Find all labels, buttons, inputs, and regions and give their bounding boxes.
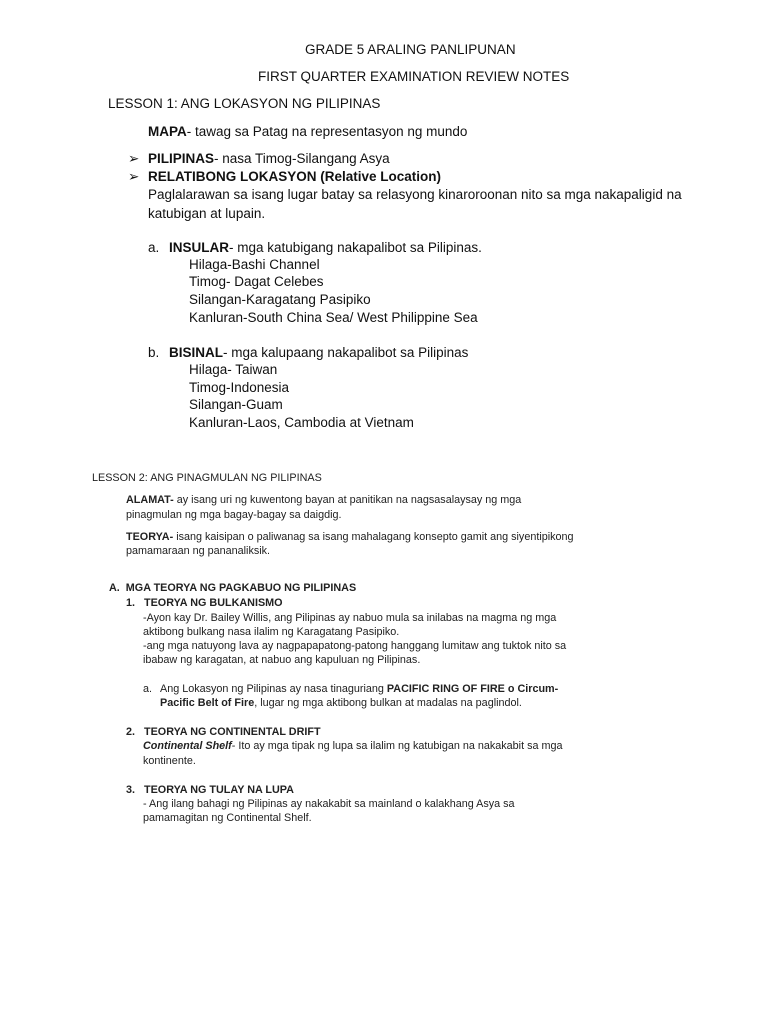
continental-shelf-term: Continental Shelf xyxy=(143,740,232,752)
sub-post: , lugar ng mga aktibong bulkan at madalas na paglindol. xyxy=(254,697,522,709)
pilipinas-definition xyxy=(148,151,390,166)
theory-3-heading: 3. TEORYA NG TULAY NA LUPA xyxy=(126,784,294,796)
mapa-term: MAPA xyxy=(148,124,187,139)
list-item: Timog- Dagat Celebes xyxy=(189,274,324,289)
bisinal-term: BISINAL xyxy=(169,345,223,360)
bisinal-marker: b. xyxy=(148,345,160,360)
pilipinas-def: - nasa Timog-Silangang Asya xyxy=(214,151,390,166)
bullet-marker-icon: ➢ xyxy=(128,169,140,184)
section-a-heading: A. MGA TEORYA NG PAGKABUO NG PILIPINAS xyxy=(109,582,357,594)
teorya-line: isang kaisipan o paliwanag sa isang mahalagang konsepto gamit ang siyentipikong xyxy=(173,531,574,543)
teorya-term: TEORYA- xyxy=(126,531,174,543)
page-subtitle: FIRST QUARTER EXAMINATION REVIEW NOTES xyxy=(258,69,570,84)
theory-1-heading: 1. TEORYA NG BULKANISMO xyxy=(126,597,283,609)
insular-marker: a. xyxy=(148,240,160,255)
theory-2-heading: 2. TEORYA NG CONTINENTAL DRIFT xyxy=(126,726,321,738)
alamat-line: pinagmulan ng mga bagay-bagay sa daigdig. xyxy=(126,509,342,521)
list-item: Kanluran-Laos, Cambodia at Vietnam xyxy=(189,415,414,430)
lesson1-heading: LESSON 1: ANG LOKASYON NG PILIPINAS xyxy=(108,96,381,111)
pilipinas-term: PILIPINAS xyxy=(148,151,215,166)
teorya-definition xyxy=(126,531,574,543)
theory-2-def: - Ito ay mga tipak ng lupa sa ilalim ng katubigan na nakakabit sa mga xyxy=(231,740,563,752)
relatibo-line: katubigan at lupain. xyxy=(148,206,266,221)
theory-1-line: ibabaw ng karagatan, at nabuo ang kapuluan ng Pilipinas. xyxy=(143,654,421,666)
insular-def: - mga katubigang nakapalibot sa Pilipinas. xyxy=(229,240,482,255)
sub-bold: Pacific Belt of Fire xyxy=(160,697,255,709)
list-item: Kanluran-South China Sea/ West Philippine Sea xyxy=(189,310,478,325)
bisinal-def: - mga kalupaang nakapalibot sa Pilipinas xyxy=(223,345,469,360)
list-item: Silangan-Karagatang Pasipiko xyxy=(189,292,371,307)
theory-3-line: - Ang ilang bahagi ng Pilipinas ay nakakabit sa mainland o kalakhang Asya sa xyxy=(143,798,515,810)
theory-3-line: pamamagitan ng Continental Shelf. xyxy=(143,812,312,824)
insular-term: INSULAR xyxy=(169,240,229,255)
lesson2-heading: LESSON 2: ANG PINAGMULAN NG PILIPINAS xyxy=(92,472,322,484)
list-item: Timog-Indonesia xyxy=(189,380,290,395)
mapa-def: - tawag sa Patag na representasyon ng mundo xyxy=(186,124,468,139)
relatibo-line: Paglalarawan sa isang lugar batay sa relasyong kinaroroonan nito sa mga nakapaligid na xyxy=(148,187,682,202)
alamat-definition xyxy=(126,494,521,506)
theory-1-sub-marker: a. xyxy=(143,683,153,695)
theory-1-line: -Ayon kay Dr. Bailey Willis, ang Pilipinas ay nabuo mula sa inilabas na magma ng mga xyxy=(143,612,557,624)
list-item: Hilaga- Taiwan xyxy=(189,362,278,377)
alamat-term: ALAMAT- xyxy=(126,494,174,506)
sub-pre: Ang Lokasyon ng Pilipinas ay nasa tinaguriang xyxy=(160,683,387,695)
bullet-marker-icon: ➢ xyxy=(128,151,140,166)
sub-bold: PACIFIC RING OF FIRE o Circum- xyxy=(386,683,559,695)
teorya-line: pamamaraan ng pananaliksik. xyxy=(126,545,271,557)
theory-2-line: kontinente. xyxy=(143,755,196,767)
relatibo-term: RELATIBONG LOKASYON (Relative Location) xyxy=(148,169,442,184)
theory-1-line: aktibong bulkang nasa ilalim ng Karagatang Pasipiko. xyxy=(143,626,400,638)
theory-1-sub-line xyxy=(160,683,558,695)
page-title: GRADE 5 ARALING PANLIPUNAN xyxy=(305,42,516,57)
theory-1-line: -ang mga natuyong lava ay nagpapapatong-patong hanggang lumitaw ang tuktok nito sa xyxy=(143,640,567,652)
bisinal-definition xyxy=(169,345,468,360)
list-item: Hilaga-Bashi Channel xyxy=(189,257,320,272)
alamat-line: ay isang uri ng kuwentong bayan at panitikan na nagsasalaysay ng mga xyxy=(173,494,522,506)
list-item: Silangan-Guam xyxy=(189,397,283,412)
insular-definition xyxy=(169,240,482,255)
mapa-definition xyxy=(148,124,467,139)
theory-1-sub-line xyxy=(160,697,522,709)
theory-2-line xyxy=(143,740,562,752)
